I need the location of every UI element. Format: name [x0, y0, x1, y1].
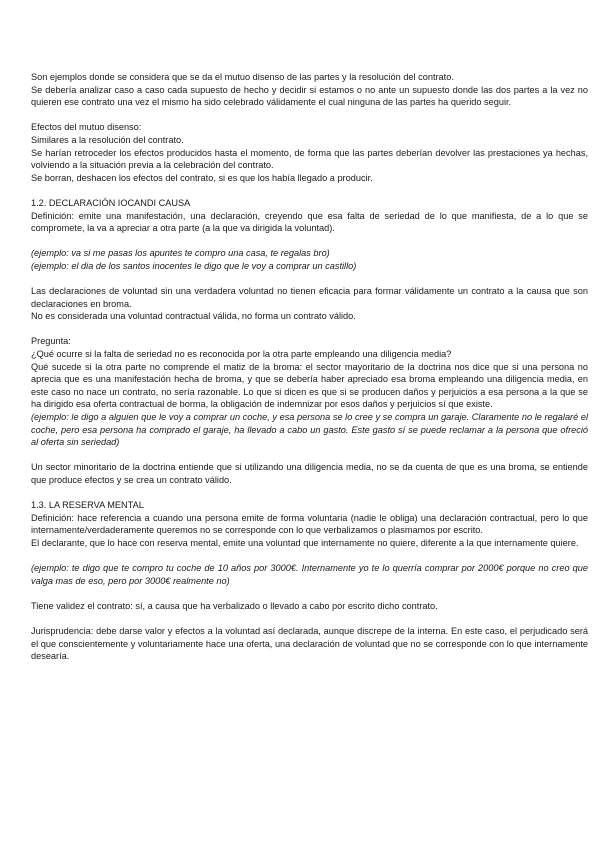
intro-block: [31, 71, 588, 109]
definition-paragraph: Definición: hace referencia a cuando una persona emite de forma voluntaria (nadie le obliga) una declaración contractual, pero lo que internamente/verdaderamente queremos no se corresponde con lo que verbalizamos o plasmamos por escrito.: [31, 512, 588, 536]
example-line: (ejemplo: el dia de los santos inocentes le digo que le voy a comprar un castillo): [31, 260, 357, 271]
body-paragraph: Las declaraciones de voluntad sin una verdadera voluntad no tienen eficacia para formar válidamente un contrato a la causa que son declaraciones en broma.: [31, 286, 588, 309]
examples-block: [31, 247, 588, 272]
section-1-2: [31, 197, 588, 235]
body-paragraph: No es considerada una voluntad contractual válida, no forma un contrato válido.: [31, 311, 356, 322]
validez-block: [31, 600, 588, 613]
body-paragraph: Jurisprudencia: debe darse valor y efectos a la voluntad así declarada, aunque discrepe de la interna. En este caso, el perjudicado será el que conscientemente y voluntariamente hace una oferta, una declaración de voluntad que no se corresponde con lo que internamente desearía.: [31, 626, 588, 662]
section-heading: 1.2. DECLARACIÓN IOCANDI CAUSA: [31, 197, 191, 208]
efectos-title: Efectos del mutuo disenso:: [31, 122, 142, 133]
jurisprudencia-block: [31, 625, 588, 663]
minoritario-block: [31, 461, 588, 486]
intro-paragraph: Se debería analizar caso a caso cada supuesto de hecho y decidir si estamos o no ante un supuesto donde las dos partes a la vez no quieren ese contrato una vez el mismo ha sido celebrado válidamente el cual ninguna de las partes ha querido seguir.: [31, 84, 588, 108]
body-paragraph: Un sector minoritario de la doctrina entiende que si utilizando una diligencia media, no se da cuenta de que es una broma, se entiende que produce efectos y se crea un contrato válido.: [31, 462, 588, 485]
example-paragraph: (ejemplo: te digo que te compro tu coche de 10 años por 3000€. Internamente yo te lo querría comprar por 2000€ porque no creo que valga mas de eso, pero por 3000€ realmente no): [31, 563, 588, 586]
reserva-example-block: [31, 562, 588, 587]
efectos-line: Similares a la resolución del contrato.: [31, 134, 184, 145]
example-line: (ejemplo: va si me pasas los apuntes te compro una casa, te regalas bro): [31, 248, 330, 259]
efectos-block: [31, 121, 588, 184]
efectos-line: Se borran, deshacen los efectos del contrato, si es que los había llegado a producir.: [31, 172, 373, 183]
intro-line: Son ejemplos donde se considera que se da el mutuo disenso de las partes y la resolución del contrato.: [31, 72, 454, 82]
section-heading: 1.3. LA RESERVA MENTAL: [31, 500, 144, 511]
pregunta-label: Pregunta:: [31, 336, 71, 347]
example-paragraph: (ejemplo: le digo a alguien que le voy a comprar un coche, y esa persona se lo cree y se compra un garaje. Claramente no le regalaré el coche, pero esa persona ha comprado el garaje, ha llevado a cabo un gasto. Este gasto sí se puede reclamar a la persona que ofreció al oferta sin seriedad): [31, 412, 588, 448]
pregunta-block: [31, 335, 588, 448]
section-1-3: [31, 499, 588, 549]
pregunta-question: ¿Qué ocurre si la falta de seriedad no es reconocida por la otra parte empleando una diligencia media?: [31, 349, 452, 360]
pregunta-answer: Qué sucede si la otra parte no comprende el matiz de la broma: el sector mayoritario de la doctrina nos dice que si una persona no aprecia que es una manifestación hecha de broma, y que se debería haber apreciado esa broma empleando una diligencia media, en este caso no nace un contrato, no sería razonable. Lo que si dicen es que si se producen daños y perjuicios a esa persona a la que se ha dirigido esa oferta contractual de borma, la obligación de indemnizar por esos daños y perjuicios sí que existe.: [31, 361, 588, 410]
document-page: [31, 71, 588, 676]
body-paragraph: El declarante, que lo hace con reserva mental, emite una voluntad que internamente no quiere, diferente a la que internamente quiere.: [31, 537, 579, 548]
body-paragraph: Tiene validez el contrato: sí, a causa que ha verbalizado o llevado a cabo por escrito dicho contrato.: [31, 600, 438, 611]
efectos-paragraph: Se harían retroceder los efectos producidos hasta el momento, de forma que las partes deberían devolver las prestaciones ya hechas, volviendo a la situación previa a la celebración del contrato.: [31, 147, 588, 171]
definition-paragraph: Definición: emite una manifestación, una declaración, creyendo que esa falta de seriedad de lo que manifiesta, de a lo que se compromete, la va a apreciar a otra parte (a la que va dirigida la voluntad).: [31, 210, 588, 234]
declaraciones-block: [31, 285, 588, 323]
